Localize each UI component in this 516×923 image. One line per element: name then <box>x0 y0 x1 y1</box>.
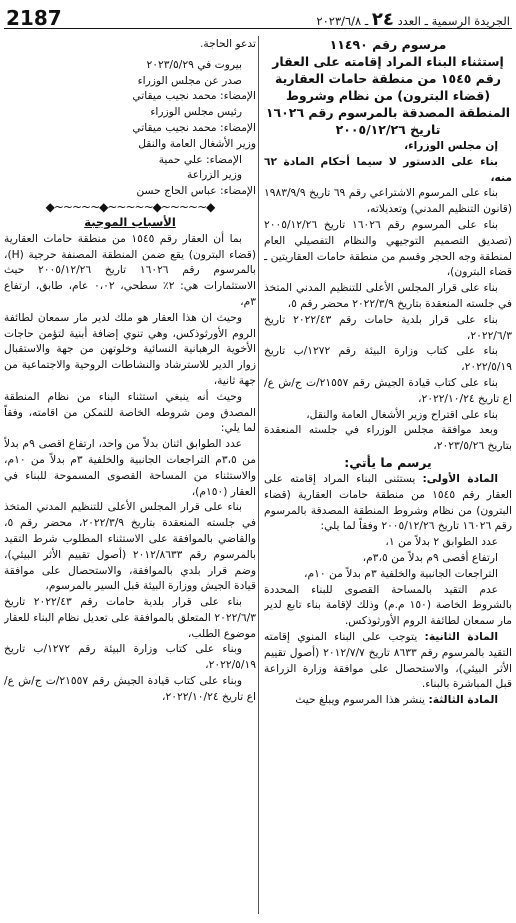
article-1-item: عدم التقيد بالمساحة القصوى للبناء المحددة بالشروط الخاصة (١٥٠ م.م) وذلك لإقامة بناء تابع لدير مار سمعان لطائفة الروم الأورثوذكس. <box>264 582 512 628</box>
gazette-title <box>316 9 510 30</box>
decree-number: مرسوم رقم ١١٤٩٠ <box>329 37 447 52</box>
article-2-label: المادة الثانية: <box>424 629 498 643</box>
article-1-text: يستثنى البناء المراد إقامته على العقار رقم ١٥٤٥ من منطقة حامات العقارية (قضاء البترون) من نظام وشروط المنطقة المصدقة بالمرسوم رقم ١٦٠٢٦ تاريخ ٢٠٠٥/١٢/٢٦ وفقاً لما يلي: <box>264 471 512 533</box>
article-3-label: المادة الثالثة: <box>428 693 498 707</box>
signatory-title: وزير الأشغال العامة والنقل <box>138 136 256 150</box>
signature: الإمضاء: محمد نجيب ميقاتي <box>132 120 256 134</box>
page-header <box>0 0 516 28</box>
gazette-name: الجريدة الرسمية ـ العدد <box>397 14 510 28</box>
reasons-title: الأسباب الموجبة <box>84 214 176 229</box>
ornament-divider: ◆~~~~~◆~~~~~◆~~~~~◆ <box>45 199 215 214</box>
recital-2: بناء على المرسوم رقم ١٦٠٢٦ تاريخ ٢٠٠٥/١٢/٢٦ (تصديق التصميم التوجيهي والنظام التفصيلي العام لمنطقة وجه الحجر وقسم من منطقة حامات العقاريتين ـ قضاء البترون)، <box>264 217 512 279</box>
signature: الإمضاء: علي حمية <box>158 152 242 166</box>
article-1-item: ارتفاع أقصى ٩م بدلاً من ٣،٥م، <box>362 550 498 564</box>
article-2 <box>264 629 512 692</box>
article-1-label: المادة الأولى: <box>422 471 498 485</box>
article-1 <box>264 471 512 534</box>
council-intro: إن مجلس الوزراء، <box>404 139 498 152</box>
reason-paragraph: بما أن العقار رقم ١٥٤٥ من منطقة حامات العقارية (قضاء البترون) يقع ضمن المنطقة المصنفة حرجية (H)، بالمرسوم رقم ١٦٠٢٦ تاريخ ٢٠٠٥/١٢/٢٦ حيث الاستثمارات هي: ٢٪ سطحي، ٠،٠٢ عام، طابق، ارتفاع ٣م، <box>4 231 256 308</box>
recital-6: بناء على كتاب قيادة الجيش رقم ٢١٥٥٧/ت ج/ش ع/اع تاريخ ٢٠٢٢/١٠/٢٤، <box>264 375 512 405</box>
decrees-line: يرسم ما يأتي: <box>344 454 432 470</box>
reason-paragraph: وحيث ان هذا العقار هو ملك لدير مار سمعان لطائفة الروم الأورثوذكس، وهي تنوي إضافة أبنية لتؤمن حاجات الأخوية الرهبانية النسائية وخلوتهن من جهة والاستقبال زوار الدير للاسترشاد والنشاطات الروحية والاجتماعية من جهة ثانية، <box>4 310 256 387</box>
recital-3: بناء على قرار المجلس الأعلى للتنظيم المدني المتخذ في جلسته المنعقدة بتاريخ ٢٠٢٢/٣/٩ محضر رقم ٥، <box>264 281 512 310</box>
signatory-title: رئيس مجلس الوزراء <box>150 105 242 119</box>
signatory-title: وزير الزراعة <box>187 168 242 182</box>
constitution-clause: بناء على الدستور لا سيما أحكام المادة ٦٢ منه، <box>264 154 512 184</box>
recital-5: بناء على كتاب وزارة البيئة رقم ١٢٧٢/ب تاريخ ٢٠٢٢/٥/١٩، <box>264 344 512 374</box>
reason-paragraph: بناء على قرار بلدية حامات رقم ٢٠٢٢/٤٣ تاريخ ٢٠٢٢/٦/٣ المتعلق بالموافقة على تعديل نظام البناء للعقار موضوع الطلب، <box>4 595 256 640</box>
reason-paragraph: وبناء على كتاب وزارة البيئة رقم ١٢٧٢/ب تاريخ ٢٠٢٢/٥/١٩، <box>4 642 256 672</box>
column-divider <box>258 36 259 914</box>
reason-paragraph: عدد الطوابق اثنان بدلاً من واحد، ارتفاع اقصى ٩م بدلاً من ٣،٥م التراجعات الجانبية والخلفية ٣م بدلاً من ١٠م، والاستثناء من المساحة القصوى المسموحة للبناء في العقار (١٥٠م)، <box>4 437 256 498</box>
right-column <box>264 36 512 918</box>
decree-title: إستثناء البناء المراد إقامته على العقار رقم ١٥٤٥ من منطقة حامات العقارية (قضاء البترون) من نظام وشروط المنطقة المصدقة بالمرسوم رقم ١٦٠٢٦ تاريخ ٢٠٠٥/١٢/٢٦ <box>265 54 511 137</box>
issue-number: ٢٤ <box>371 9 394 30</box>
issue-date: ـ ٢٠٢٣/٦/٨ <box>316 14 369 28</box>
recital-4: بناء على قرار بلدية حامات رقم ٢٠٢٢/٤٣ تاريخ ٢٠٢٢/٦/٣، <box>264 312 512 342</box>
recital-8: وبعد موافقة مجلس الوزراء في جلسته المنعقدة بتاريخ ٢٠٢٣/٥/٢٦، <box>264 423 512 453</box>
left-column <box>4 36 256 918</box>
article-3 <box>264 692 512 708</box>
article-1-item: التراجعات الجانبية والخلفية ٣م بدلاً من ١٠م، <box>304 566 498 580</box>
article-1-item: عدد الطوابق ٢ بدلاً من ١، <box>385 535 498 549</box>
recital-1: بناء على المرسوم الاشتراعي رقم ٦٩ تاريخ ١٩٨٣/٩/٩ (قانون التنظيم المدني) وتعديلاته، <box>264 186 512 216</box>
reason-paragraph: وحيث أنه ينبغي استثناء البناء من نظام المنطقة المصدق ومن شروطه الخاصة للتمكن من اقامته، وفقاً لما يلي: <box>4 389 256 435</box>
recital-7: بناء على اقتراح وزير الأشغال العامة والنقل، <box>306 407 498 421</box>
page-number: 2187 <box>6 6 62 30</box>
continuation-text: تدعو الحاجة. <box>200 37 256 50</box>
issued-by: صدر عن مجلس الوزراء <box>137 73 242 87</box>
reason-paragraph: وبناء على كتاب قيادة الجيش رقم ٢١٥٥٧/ت ج/ش ع/اع تاريخ ٢٠٢٢/١٠/٢٤، <box>4 674 256 703</box>
article-2-text: يتوجب على البناء المنوي إقامته التقيد بالمرسوم رقم ٨٦٣٣ تاريخ ٢٠١٢/٧/٧ (أصول تقييم الأثر البيئي)، والاستحصال على موافقة وزارة الزراعة قبل المباشرة بالبناء. <box>264 629 512 691</box>
header-rule <box>4 28 512 29</box>
signature: الإمضاء: محمد نجيب ميقاتي <box>132 89 256 103</box>
signature: الإمضاء: عباس الحاج حسن <box>136 184 256 198</box>
reason-paragraph: بناء على قرار المجلس الأعلى للتنظيم المدني المتخذ في جلسته المنعقدة بتاريخ ٢٠٢٢/٣/٩، محضر رقم ٥، والقاضي بالموافقة على الاستثناء المطلوب شرط التقيد بالمرسوم رقم ٢٠١٢/٨٦٣٣ (أصول تقييم الأثر البيئي)، وضم قرار بلدي بالموافقة، والاستحصال على موافقة قيادة الجيش ووزارة البيئة قبل السير بالمرسوم، <box>4 500 256 593</box>
article-3-text: ينشر هذا المرسوم ويبلغ حيث <box>295 693 426 707</box>
place-date: بيروت في ٢٠٢٣/٥/٢٩ <box>146 57 242 71</box>
